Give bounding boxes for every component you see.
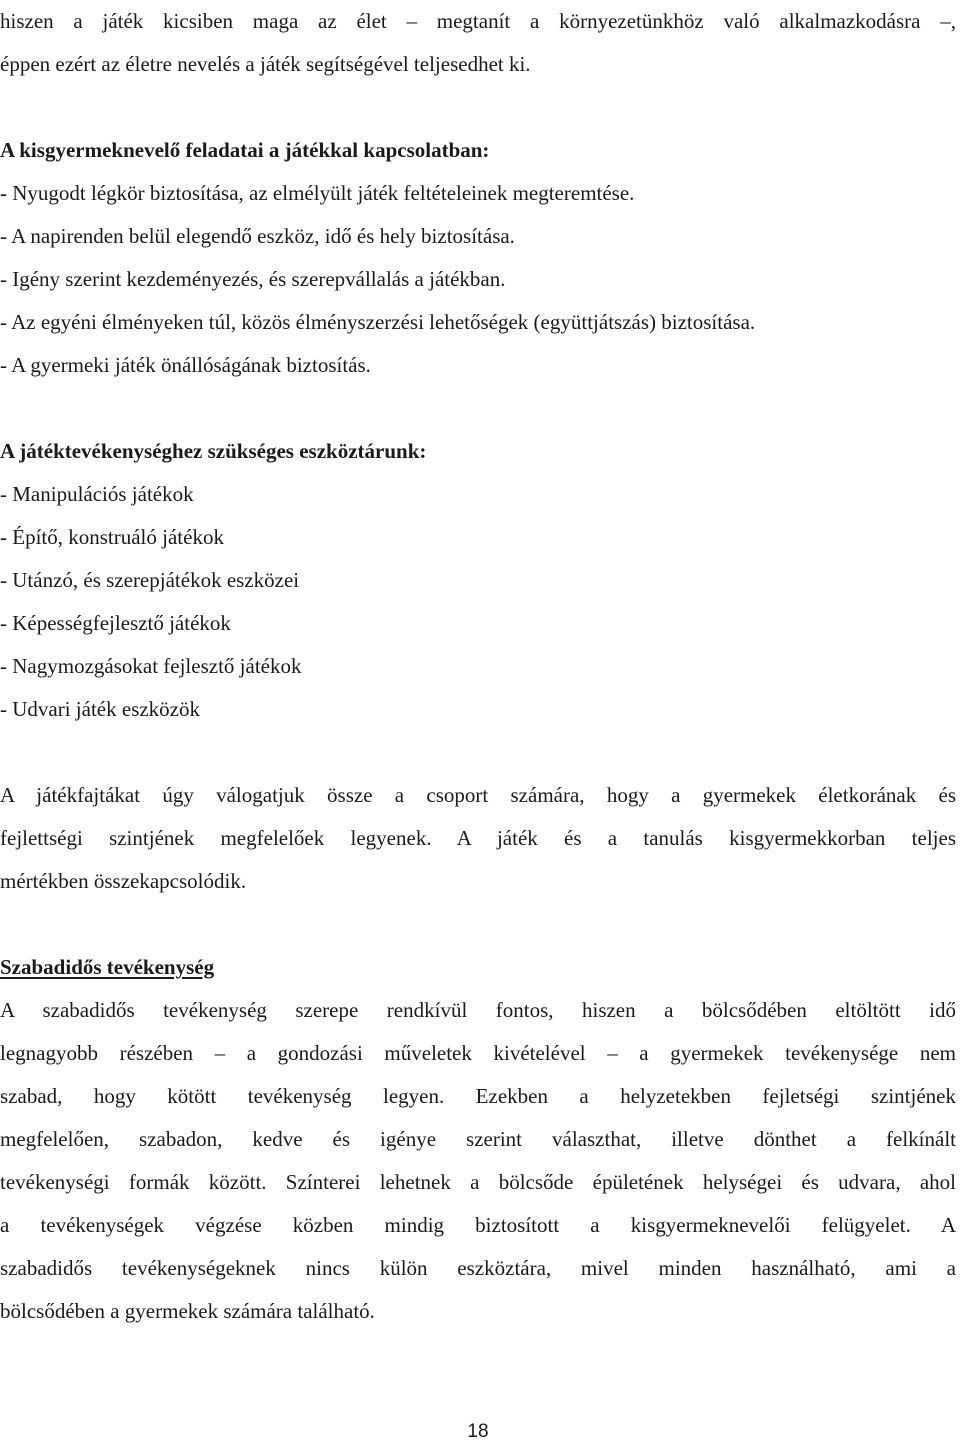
selection-paragraph [0, 774, 956, 903]
leisure-line: a tevékenységek végzése közben mindig biztosított a kisgyermeknevelői felügyelet. A [0, 1213, 956, 1237]
tools-item: - Utánzó, és szerepjátékok eszközei [0, 568, 300, 592]
intro-line-2: éppen ezért az életre nevelés a játék segítségével teljesedhet ki. [0, 52, 531, 76]
spacer [0, 387, 956, 430]
leisure-section [0, 946, 956, 1333]
leisure-line: A szabadidős tevékenység szerepe rendkívül fontos, hiszen a bölcsődében eltöltött idő [0, 998, 956, 1022]
tools-item: - Képességfejlesztő játékok [0, 611, 231, 635]
leisure-line: tevékenységi formák között. Színterei lehetnek a bölcsőde épületének helységei és udvara, ahol [0, 1170, 956, 1194]
tools-item: - Manipulációs játékok [0, 482, 194, 506]
tools-item: - Építő, konstruáló játékok [0, 525, 224, 549]
selection-line: fejlettségi szintjének megfelelőek legyenek. A játék és a tanulás kisgyermekkorban teljes [0, 826, 956, 850]
tasks-item: - Az egyéni élményeken túl, közös élményszerzési lehetőségek (együttjátszás) biztosítása. [0, 310, 756, 334]
leisure-line: szabad, hogy kötött tevékenység legyen. Ezekben a helyzetekben fejletségi szintjének [0, 1084, 956, 1108]
tools-item: - Nagymozgásokat fejlesztő játékok [0, 654, 302, 678]
tools-heading: A játéktevékenységhez szükséges eszköztárunk: [0, 439, 427, 463]
tasks-heading: A kisgyermeknevelő feladatai a játékkal kapcsolatban: [0, 138, 490, 162]
tasks-item: - A gyermeki játék önállóságának biztosítás. [0, 353, 371, 377]
leisure-line: bölcsődében a gyermekek számára található. [0, 1299, 375, 1323]
page-number: 18 [467, 1421, 489, 1442]
spacer [0, 731, 956, 774]
intro-line-1: hiszen a játék kicsiben maga az élet – megtanít a környezetünkhöz való alkalmazkodásra –, [0, 9, 956, 33]
selection-line: mértékben összekapcsolódik. [0, 869, 247, 893]
intro-paragraph [0, 0, 956, 86]
leisure-line: szabadidős tevékenységeknek nincs külön eszköztára, mivel minden használható, ami a [0, 1256, 956, 1280]
tools-item: - Udvari játék eszközök [0, 697, 201, 721]
tools-section [0, 430, 956, 731]
spacer [0, 903, 956, 946]
tasks-section [0, 129, 956, 387]
spacer [0, 86, 956, 129]
selection-line: A játékfajtákat úgy válogatjuk össze a csoport számára, hogy a gyermekek életkorának és [0, 783, 956, 807]
tasks-item: - Nyugodt légkör biztosítása, az elmélyült játék feltételeinek megteremtése. [0, 181, 635, 205]
tasks-item: - A napirenden belül elegendő eszköz, idő és hely biztosítása. [0, 224, 515, 248]
leisure-line: megfelelően, szabadon, kedve és igénye szerint választhat, illetve dönthet a felkínált [0, 1127, 956, 1151]
leisure-line: legnagyobb részében – a gondozási műveletek kivételével – a gyermekek tevékenysége nem [0, 1041, 956, 1065]
leisure-heading: Szabadidős tevékenység [0, 955, 215, 979]
tasks-item: - Igény szerint kezdeményezés, és szerepvállalás a játékban. [0, 267, 506, 291]
